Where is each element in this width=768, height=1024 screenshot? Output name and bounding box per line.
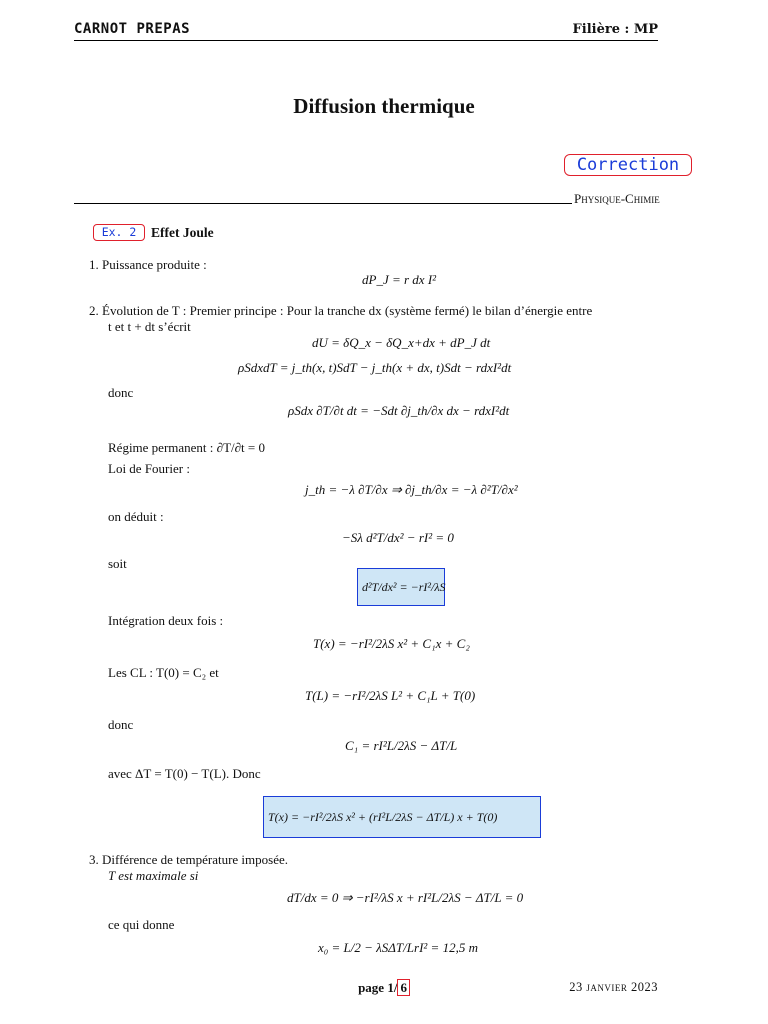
equation-balance-derivatives: ρSdx ∂T/∂t dt = −Sdt ∂j_th/∂x dx − rdxI²dt <box>288 403 510 418</box>
item-3-text: 3. Différence de température imposée. <box>89 852 288 867</box>
page-title: Diffusion thermique <box>293 94 475 118</box>
header-rule <box>74 40 658 41</box>
equation-x0: x₀ = L/2 − λSΔT/LrI² = 12,5 m <box>318 940 478 955</box>
equation-temperature-at-L: T(L) = −rI²/2λS L² + C₁L + T(0) <box>305 688 476 703</box>
subject-rule <box>74 203 572 204</box>
equation-boxed-second-derivative: d²T/dx² = −rI²/λS <box>362 580 446 594</box>
exercise-title: Effet Joule <box>151 225 214 240</box>
text-donc-1: donc <box>108 385 134 400</box>
text-deduit: on déduit : <box>108 509 164 524</box>
equation-temperature-general: T(x) = −rI²/2λS x² + C₁x + C₂ <box>313 636 470 651</box>
equation-C1: C₁ = rI²L/2λS − ΔT/L <box>345 738 458 753</box>
equation-fourier: j_th = −λ ∂T/∂x ⇒ ∂j_th/∂x = −λ ∂²T/∂x² <box>305 482 518 497</box>
item-3-text-cont: T est maximale si <box>108 868 199 883</box>
equation-first-principle: dU = δQ_x − δQ_x+dx + dP_J dt <box>312 335 491 350</box>
footer-date: 23 janvier 2023 <box>569 980 658 994</box>
text-ce-qui-donne: ce qui donne <box>108 917 175 932</box>
page-number-prefix: page 1/ <box>358 980 398 995</box>
item-2-text-cont: t et t + dt s’écrit <box>108 319 191 334</box>
subject-label: Physique-Chimie <box>574 191 660 206</box>
text-regime-permanent: Régime permanent : ∂T/∂t = 0 <box>108 440 266 455</box>
equation-joule-power: dP_J = r dx I² <box>362 272 437 287</box>
equation-energy-balance: ρSdxdT = j_th(x, t)SdT − j_th(x + dx, t)Sdt − rdxI²dt <box>238 360 512 375</box>
header-track: Filière : MP <box>572 22 658 37</box>
header-school: CARNOT PREPAS <box>74 21 191 37</box>
equation-heat-diff: −Sλ d²T/dx² − rI² = 0 <box>342 530 454 545</box>
result-box-2 <box>263 796 541 838</box>
text-donc-2: donc <box>108 717 134 732</box>
text-boundary-conditions: Les CL : T(0) = C₂ et <box>108 665 219 680</box>
text-avec-delta-T: avec ΔT = T(0) − T(L). Donc <box>108 766 261 781</box>
item-2-text: 2. Évolution de T : Premier principe : Pour la tranche dx (système fermé) le bilan d’énergie entre <box>89 303 593 318</box>
text-soit: soit <box>108 556 127 571</box>
equation-max-condition: dT/dx = 0 ⇒ −rI²/λS x + rI²L/2λS − ΔT/L = 0 <box>287 890 524 905</box>
item-1-text: 1. Puissance produite : <box>89 257 207 272</box>
equation-boxed-temperature-profile: T(x) = −rI²/2λS x² + (rI²L/2λS − ΔT/L) x + T(0) <box>268 810 498 824</box>
exercise-tag[interactable]: Ex. 2 <box>93 224 145 241</box>
text-fourier: Loi de Fourier : <box>108 461 190 476</box>
correction-badge: Correction <box>564 154 692 176</box>
page-total-link[interactable]: 6 <box>397 979 410 996</box>
result-box-1 <box>357 568 445 606</box>
text-integration: Intégration deux fois : <box>108 613 224 628</box>
